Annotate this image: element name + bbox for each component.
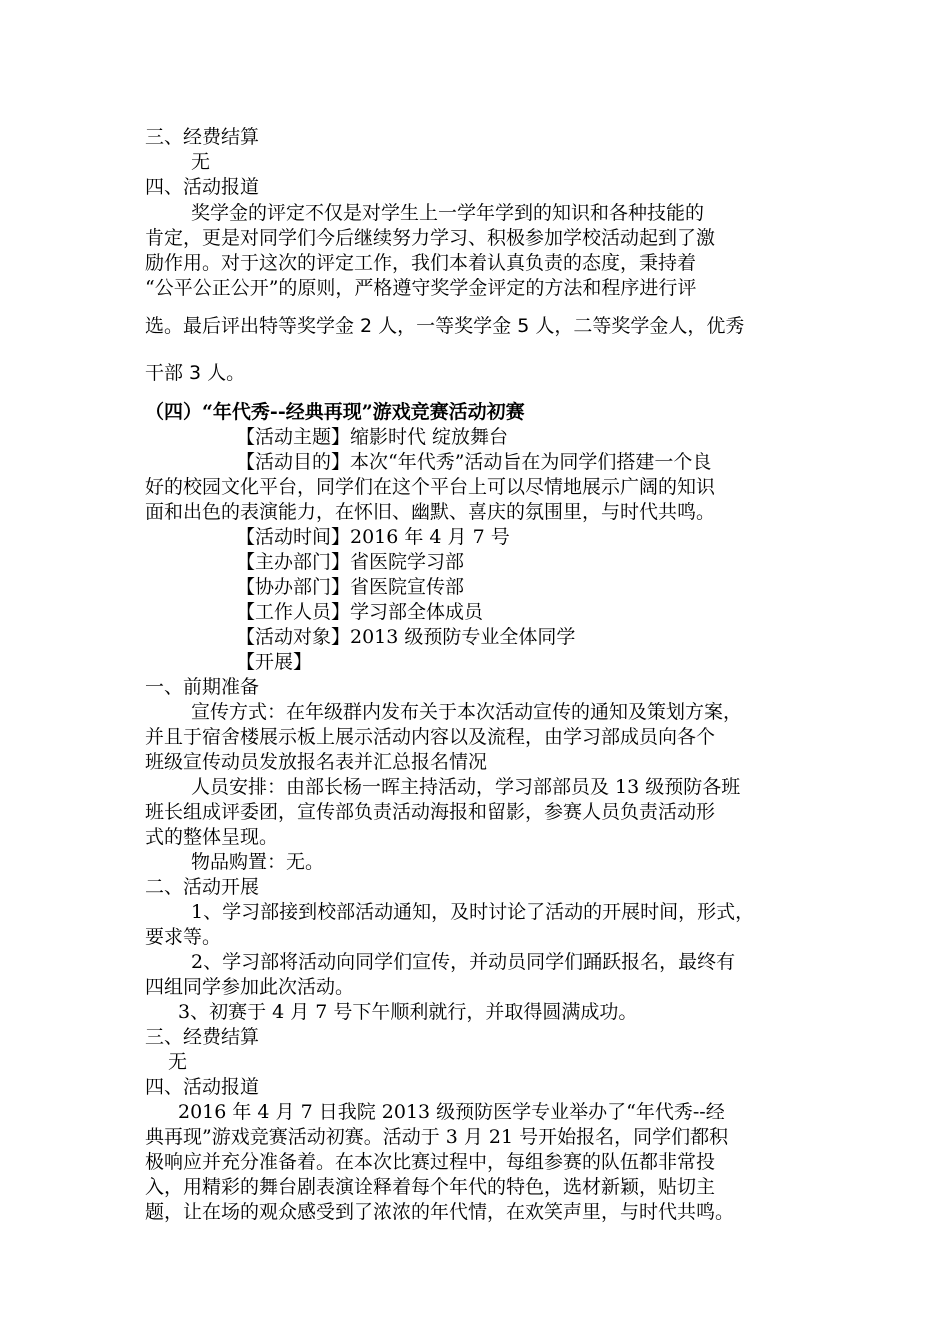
event-purpose-line: 【活动目的】本次“年代秀”活动旨在为同学们搭建一个良: [236, 451, 712, 473]
section-heading-activity: 二、活动开展: [145, 876, 260, 898]
section-heading-preparation: 一、前期准备: [145, 676, 260, 698]
event-theme: 【活动主题】缩影时代 绽放舞台: [236, 426, 509, 448]
report-2-line: 题，让在场的观众感受到了浓浓的年代情，在欢笑声里，与时代共鸣。: [145, 1201, 735, 1223]
preparation-line: 并且于宿舍楼展示板上展示活动内容以及流程，由学习部成员向各个: [145, 726, 716, 748]
event-time: 【活动时间】2016 年 4 月 7 号: [236, 526, 510, 548]
report-paragraph-line: 干部 3 人。: [145, 362, 246, 384]
report-paragraph-line: “公平公正公开”的原则，严格遵守奖学金评定的方法和程序进行评: [145, 277, 697, 299]
report-2-line: 2016 年 4 月 7 日我院 2013 级预防医学专业举办了“年代秀--经: [178, 1101, 725, 1123]
staffing-line: 班长组成评委团，宣传部负责活动海报和留影，参赛人员负责活动形: [145, 801, 716, 823]
activity-step-line: 1、学习部接到校部活动通知，及时讨论了活动的开展时间，形式，: [191, 901, 755, 923]
staffing-line: 人员安排：由部长杨一晖主持活动，学习部部员及 13 级预防各班: [191, 776, 741, 798]
purchase-line: 物品购置：无。: [191, 851, 325, 873]
event-audience: 【活动对象】2013 级预防专业全体同学: [236, 626, 576, 648]
expense-value: 无: [191, 151, 211, 173]
preparation-line: 宣传方式：在年级群内发布关于本次活动宣传的通知及策划方案，: [191, 701, 743, 723]
event-co-organizer: 【协办部门】省医院宣传部: [236, 576, 465, 598]
activity-step-line: 四组同学参加此次活动。: [145, 976, 355, 998]
event-title: （四）“年代秀--经典再现”游戏竞赛活动初赛: [145, 401, 525, 423]
event-staff: 【工作人员】学习部全体成员: [236, 601, 484, 623]
event-organizer: 【主办部门】省医院学习部: [236, 551, 465, 573]
report-2-line: 入，用精彩的舞台剧表演诠释着每个年代的特色，选材新颖，贴切主: [145, 1176, 716, 1198]
report-paragraph-line: 肯定，更是对同学们今后继续努力学习、积极参加学校活动起到了激: [145, 227, 716, 249]
section-heading-expense: 三、经费结算: [145, 126, 260, 148]
event-proceed-label: 【开展】: [236, 651, 313, 673]
activity-step-line: 2、学习部将活动向同学们宣传，并动员同学们踊跃报名，最终有: [191, 951, 736, 973]
event-purpose-line: 好的校园文化平台，同学们在这个平台上可以尽情地展示广阔的知识: [145, 476, 716, 498]
report-paragraph-line: 励作用。对于这次的评定工作，我们本着认真负责的态度，秉持着: [145, 252, 697, 274]
activity-step-line: 要求等。: [145, 926, 222, 948]
report-paragraph-line: 选。最后评出特等奖学金 2 人，一等奖学金 5 人，二等奖学金人，优秀: [145, 315, 745, 337]
section-heading-report: 四、活动报道: [145, 176, 260, 198]
preparation-line: 班级宣传动员发放报名表并汇总报名情况: [145, 751, 488, 773]
staffing-line: 式的整体呈现。: [145, 826, 279, 848]
report-2-line: 典再现”游戏竞赛活动初赛。活动于 3 月 21 号开始报名，同学们都积: [145, 1126, 729, 1148]
report-paragraph-line: 奖学金的评定不仅是对学生上一学年学到的知识和各种技能的: [191, 202, 705, 224]
activity-step-line: 3、初赛于 4 月 7 号下午顺利就行，并取得圆满成功。: [178, 1001, 638, 1023]
section-heading-report-2: 四、活动报道: [145, 1076, 260, 1098]
section-heading-expense-2: 三、经费结算: [145, 1026, 260, 1048]
expense-value-2: 无: [168, 1051, 188, 1073]
event-purpose-line: 面和出色的表演能力，在怀旧、幽默、喜庆的氛围里，与时代共鸣。: [145, 501, 716, 523]
report-2-line: 极响应并充分准备着。在本次比赛过程中，每组参赛的队伍都非常投: [145, 1151, 716, 1173]
